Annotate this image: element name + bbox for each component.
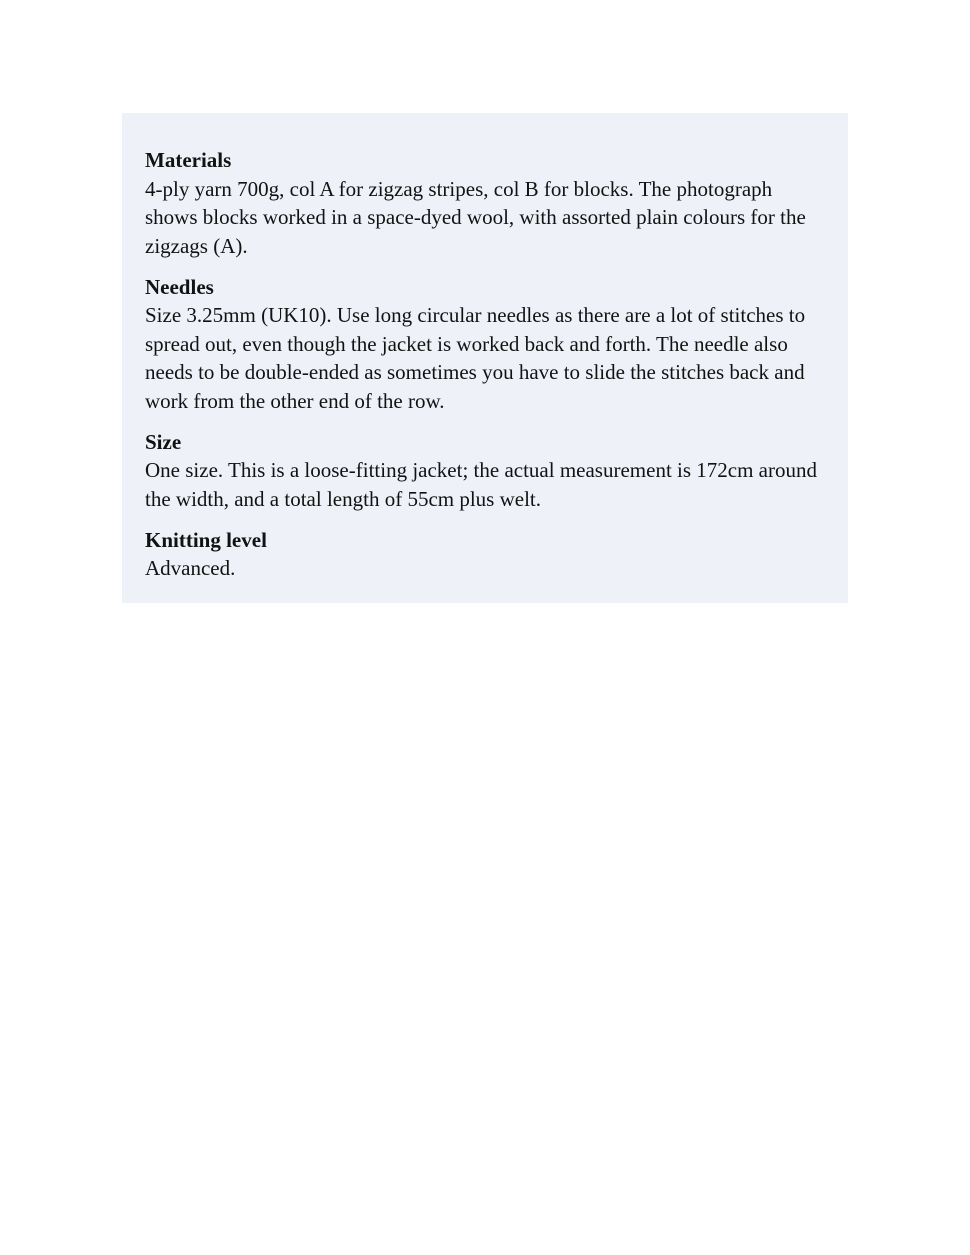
section-heading: Size xyxy=(145,429,182,454)
section-size xyxy=(145,428,824,514)
section-materials xyxy=(145,146,824,260)
section-heading: Materials xyxy=(145,148,232,172)
section-heading: Knitting level xyxy=(145,527,267,552)
section-body: Size 3.25mm (UK10). Use long circular needles as there are a lot of stitches to spread out, even though the jacket is worked back and forth. The needle also needs to be double-ended as sometimes you have to slide the stitches back and work from the other end of the row. xyxy=(145,303,806,413)
section-heading: Needles xyxy=(145,274,214,299)
section-body: One size. This is a loose-fitting jacket; the actual measurement is 172cm around the width, and a total length of 55cm plus welt. xyxy=(145,458,817,511)
section-needles xyxy=(145,273,824,416)
pattern-info-panel xyxy=(122,113,848,603)
section-body: 4-ply yarn 700g, col A for zigzag stripes, col B for blocks. The photograph shows blocks worked in a space-dyed wool, with assorted plain colours for the zigzags (A). xyxy=(145,176,806,258)
section-body: Advanced. xyxy=(145,556,236,580)
section-knitting-level xyxy=(145,526,824,583)
